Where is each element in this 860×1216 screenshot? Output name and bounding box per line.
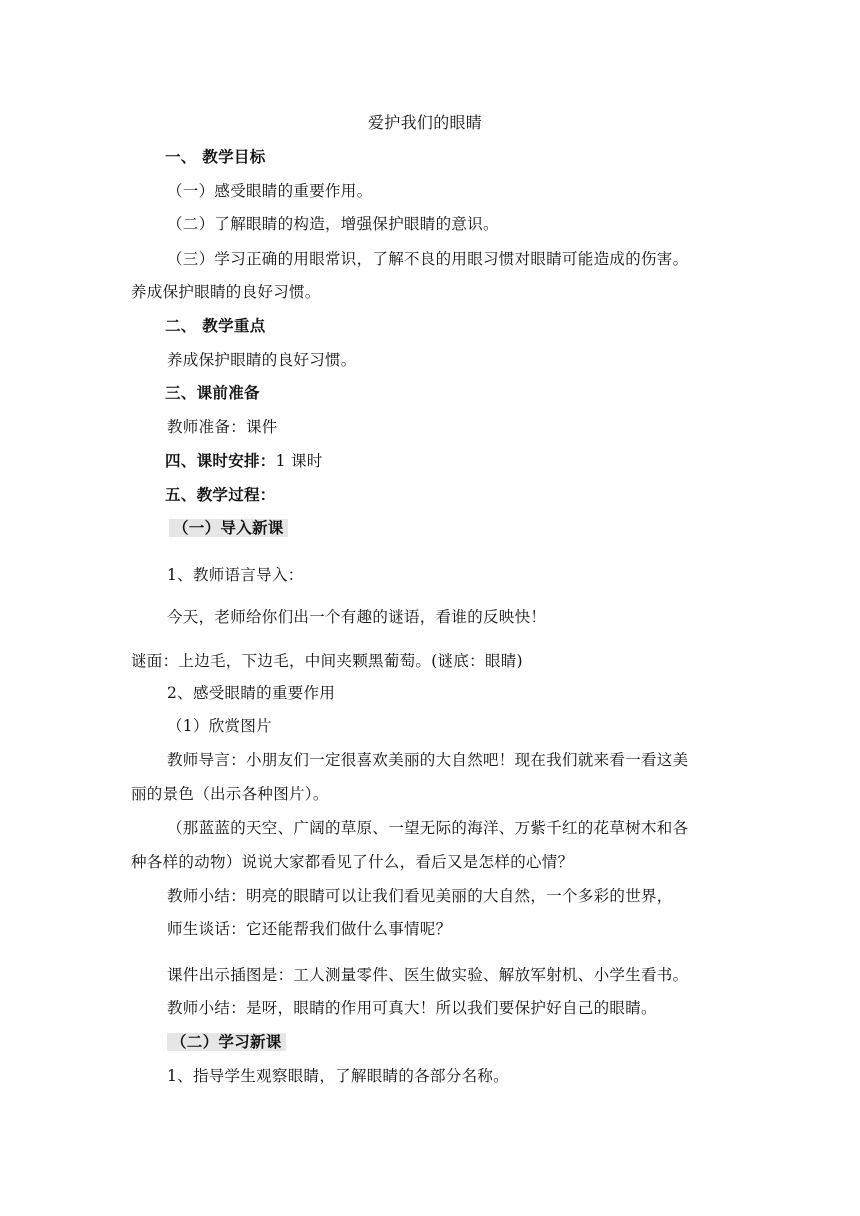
- heading-teaching-goals: 一、 教学目标: [165, 148, 266, 166]
- step-eye-importance: 2、感受眼睛的重要作用: [167, 684, 336, 702]
- observe-eyes-step: 1、指导学生观察眼睛，了解眼睛的各部分名称。: [167, 1067, 509, 1085]
- sub-step-pictures: （1）欣赏图片: [167, 717, 272, 735]
- step-teacher-intro: 1、教师语言导入：: [167, 566, 304, 584]
- goal-3-cont: 养成保护眼睛的良好习惯。: [131, 283, 321, 301]
- schedule-value: 1 课时: [275, 452, 323, 470]
- heading-process: 五、教学过程：: [165, 486, 276, 504]
- heading-schedule: 四、课时安排：: [165, 452, 276, 470]
- scenery-list: （那蓝蓝的天空、广阔的草原、一望无际的海洋、万紫千红的花草树木和各: [167, 819, 689, 837]
- goal-1: （一）感受眼睛的重要作用。: [167, 182, 373, 200]
- section-intro-label: （一）导入新课: [169, 519, 288, 537]
- teacher-summary-1: 教师小结：明亮的眼睛可以让我们看见美丽的大自然，一个多彩的世界，: [167, 887, 673, 905]
- heading-preparation: 三、课前准备: [165, 384, 260, 402]
- schedule-line: [165, 450, 323, 472]
- goal-3: （三）学习正确的用眼常识，了解不良的用眼习惯对眼睛可能造成的伤害。: [167, 250, 689, 268]
- document-title: 爱护我们的眼睛: [368, 113, 483, 132]
- teacher-student-talk: 师生谈话：它还能帮我们做什么事情呢？: [167, 920, 452, 938]
- scenery-list-cont: 种各样的动物）说说大家都看见了什么，看后又是怎样的心情？: [131, 853, 574, 871]
- section-new-lesson-label: （二）学习新课: [167, 1033, 286, 1051]
- courseware-illustrations: 课件出示插图是：工人测量零件、医生做实验、解放军射机、小学生看书。: [167, 966, 689, 984]
- teacher-summary-2: 教师小结：是呀，眼睛的作用可真大！所以我们要保护好自己的眼睛。: [167, 999, 657, 1017]
- riddle-text: 谜面：上边毛，下边毛，中间夹颗黑葡萄。(谜底：眼睛): [131, 652, 523, 670]
- riddle-intro: 今天，老师给你们出一个有趣的谜语，看谁的反映快！: [167, 608, 547, 626]
- heading-key-points: 二、 教学重点: [165, 317, 266, 335]
- key-point-text: 养成保护眼睛的良好习惯。: [167, 351, 357, 369]
- preparation-text: 教师准备：课件: [167, 418, 278, 436]
- section-new-lesson: [167, 1031, 286, 1053]
- teacher-guide-1-cont: 丽的景色（出示各种图片）。: [131, 785, 329, 803]
- goal-2: （二）了解眼睛的构造，增强保护眼睛的意识。: [167, 215, 499, 233]
- teacher-guide-1: 教师导言：小朋友们一定很喜欢美丽的大自然吧！现在我们就来看一看这美: [167, 751, 689, 769]
- section-intro: [169, 517, 288, 539]
